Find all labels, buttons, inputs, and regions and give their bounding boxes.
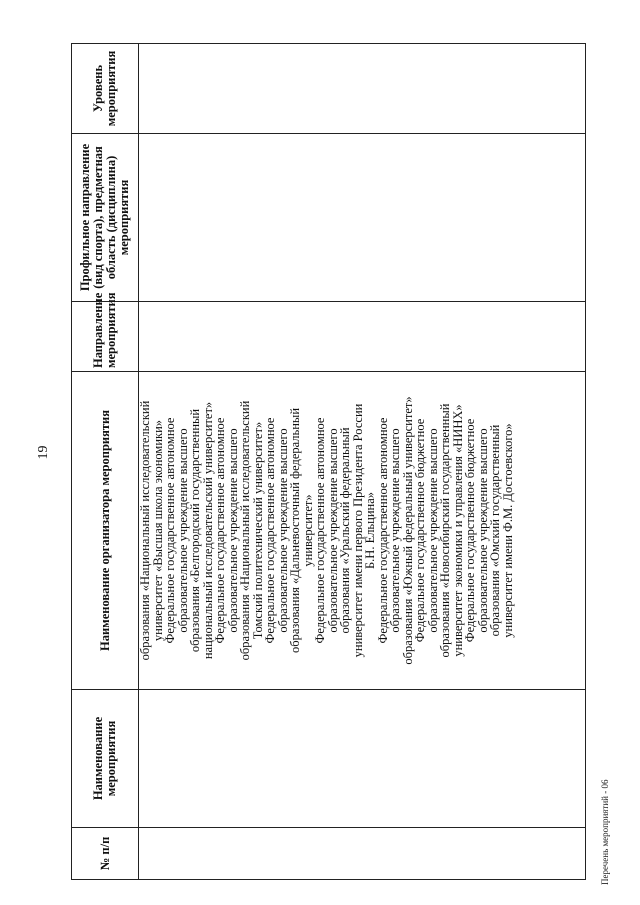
organizer-line: Федеральное государственное автономное bbox=[163, 417, 177, 644]
cell-organizer bbox=[139, 372, 586, 690]
organizer-line: университет» bbox=[300, 494, 315, 567]
organizer-line: образовательное учреждение высшего bbox=[275, 428, 290, 633]
organizer-line: университет «Высшая школа экономики» bbox=[150, 419, 165, 642]
organizer-line: Федеральное государственное автономное bbox=[313, 417, 327, 644]
table-row bbox=[139, 44, 586, 880]
organizer-line: образовательное учреждение высшего bbox=[325, 428, 340, 633]
page-number: 19 bbox=[36, 445, 51, 460]
cell-profile bbox=[139, 134, 586, 302]
organizer-line: образовательное учреждение высшего bbox=[175, 428, 190, 633]
organizer-line: Федеральное государственное автономное bbox=[213, 417, 227, 644]
organizer-line: образования «Национальный исследовательский bbox=[138, 400, 152, 661]
header-number: № п/п bbox=[72, 828, 139, 880]
cell-level bbox=[139, 44, 586, 134]
organizer-line: национальный исследовательский университет» bbox=[200, 401, 215, 660]
organizer-line: образовательное учреждение высшего bbox=[425, 428, 440, 633]
organizer-line: Федеральное государственное бюджетное bbox=[413, 418, 427, 643]
header-level: Уровень мероприятия bbox=[72, 44, 139, 134]
organizer-line: образования «Новосибирский государственный bbox=[438, 403, 452, 658]
organizer-line: образовательное учреждение высшего bbox=[225, 428, 240, 633]
organizer-line: образования «Омский государственный bbox=[488, 424, 502, 637]
organizer-line: университет экономики и управления «НИНХ» bbox=[450, 404, 465, 657]
organizer-line: образования «Южный федеральный университет» bbox=[400, 396, 415, 665]
organizer-line: университет имени Ф.М. Достоевского» bbox=[500, 423, 515, 638]
organizer-line: образовательное учреждение высшего bbox=[475, 428, 490, 633]
organizer-line: Томский политехнический университет» bbox=[250, 421, 265, 640]
header-event-name: Наименование мероприятия bbox=[72, 690, 139, 828]
cell-direction bbox=[139, 302, 586, 372]
organizer-line: образовательное учреждение высшего bbox=[388, 428, 402, 633]
organizer-line: образования «Дальневосточный федеральный bbox=[288, 407, 302, 654]
table-header-row bbox=[72, 44, 139, 880]
organizer-line: Федеральное государственное автономное bbox=[263, 417, 277, 644]
cell-number bbox=[139, 828, 586, 880]
header-direction: Направление мероприятия bbox=[72, 302, 139, 372]
footer-note: Перечень мероприятий - 06 bbox=[600, 779, 610, 885]
organizer-line: Федеральное государственное автономное bbox=[375, 417, 390, 644]
header-profile: Профильное направление (вид спорта), предметная область (дисциплина) мероприятия bbox=[72, 134, 139, 302]
organizer-line: Федеральное государственное бюджетное bbox=[463, 418, 477, 643]
organizer-line: образования «Белгородский государственный bbox=[188, 408, 202, 653]
organizer-line: образования «Уральский федеральный bbox=[338, 427, 352, 634]
events-table bbox=[71, 43, 586, 880]
organizer-line: образования «Национальный исследовательский bbox=[238, 400, 252, 661]
cell-event-name bbox=[139, 690, 586, 828]
organizer-line: Б.Н. Ельцина» bbox=[363, 491, 377, 570]
header-organizer: Наименование организатора мероприятия bbox=[72, 372, 139, 690]
organizer-line: университет имени первого Президента России bbox=[350, 403, 365, 658]
